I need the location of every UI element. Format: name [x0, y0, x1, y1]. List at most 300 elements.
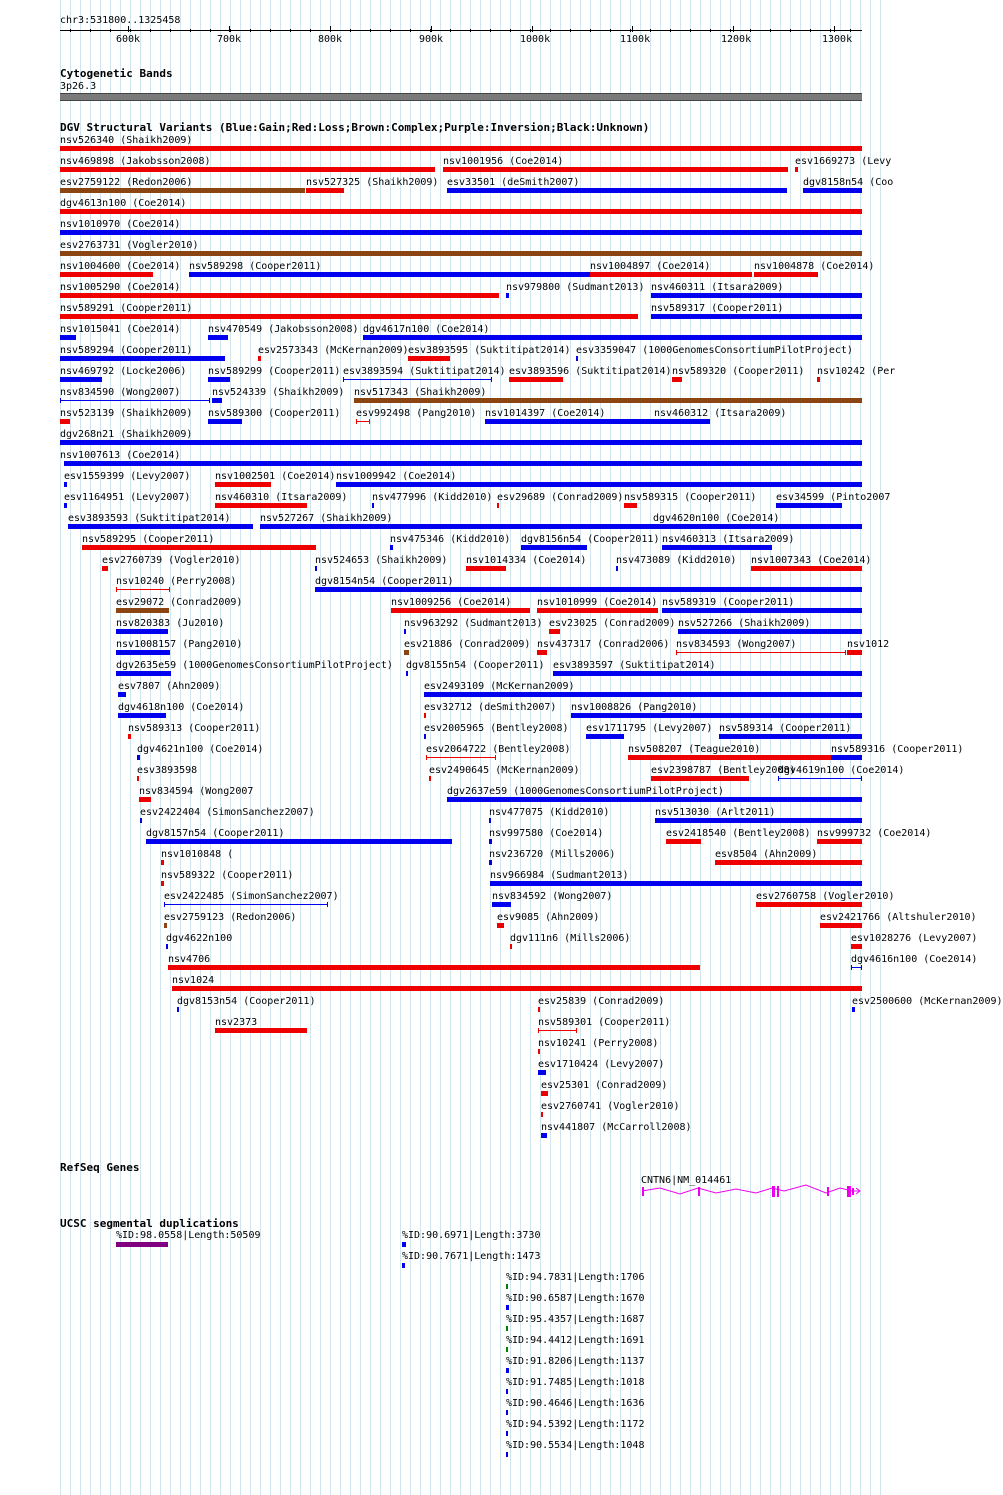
variant-feature[interactable]: [537, 650, 547, 655]
variant-feature[interactable]: [336, 482, 862, 487]
variant-label: esv2005965 (Bentley2008): [424, 723, 569, 734]
segdup-label: %ID:90.4646|Length:1636: [506, 1398, 645, 1409]
segdup-label: %ID:94.7831|Length:1706: [506, 1272, 645, 1283]
variant-feature[interactable]: [616, 566, 618, 571]
ruler-minor-tick: [310, 29, 311, 32]
variant-label: esv2500600 (McKernan2009): [852, 996, 1003, 1007]
variant-feature[interactable]: [497, 923, 504, 928]
variant-feature-cap: [356, 419, 357, 424]
variant-label: nsv513030 (Arlt2011): [655, 807, 776, 818]
gene-cntn6-model[interactable]: [0, 1180, 890, 1204]
variant-label: dgv8157n54 (Cooper2011): [146, 828, 285, 839]
variant-feature-cap: [60, 398, 61, 403]
variant-label: dgv4617n100 (Coe2014): [363, 324, 490, 335]
segdup-label: %ID:90.7671|Length:1473: [402, 1251, 541, 1262]
variant-feature[interactable]: [212, 398, 222, 403]
variant-feature[interactable]: [372, 503, 374, 508]
variant-feature[interactable]: [795, 167, 798, 172]
variant-label: nsv508207 (Teague2010): [628, 744, 761, 755]
variant-feature-cap: [369, 419, 370, 424]
variant-feature[interactable]: [831, 755, 862, 760]
variant-feature[interactable]: [847, 650, 862, 655]
variant-feature[interactable]: [672, 377, 682, 382]
variant-label: nsv1015041 (Coe2014): [60, 324, 181, 335]
variant-feature[interactable]: [60, 188, 305, 193]
grid-line: [270, 0, 271, 1495]
variant-feature[interactable]: [60, 335, 76, 340]
grid-line: [300, 0, 301, 1495]
variant-feature[interactable]: [189, 272, 590, 277]
segdup-label: %ID:90.6587|Length:1670: [506, 1293, 645, 1304]
variant-label: esv1711795 (Levy2007): [586, 723, 713, 734]
ruler-tick-label: 800k: [318, 34, 343, 45]
variant-label: nsv236720 (Mills2006): [489, 849, 616, 860]
variant-feature[interactable]: [466, 566, 506, 571]
variant-feature[interactable]: [215, 503, 307, 508]
variant-feature[interactable]: [426, 757, 496, 758]
ruler-minor-tick: [390, 29, 391, 32]
variant-feature[interactable]: [60, 146, 862, 151]
variant-feature[interactable]: [215, 1028, 307, 1033]
variant-label: dgv2635e59 (1000GenomesConsortiumPilotProject): [116, 660, 393, 671]
variant-feature[interactable]: [538, 1049, 540, 1054]
variant-label: dgv2637e59 (1000GenomesConsortiumPilotProject): [447, 786, 724, 797]
variant-feature[interactable]: [666, 839, 701, 844]
variant-feature[interactable]: [172, 986, 862, 991]
variant-feature[interactable]: [538, 1030, 577, 1031]
variant-feature[interactable]: [102, 566, 108, 571]
variant-label: esv2759122 (Redon2006): [60, 177, 193, 188]
variant-feature[interactable]: [60, 167, 435, 172]
variant-label: esv2763731 (Vogler2010): [60, 240, 199, 251]
grid-line: [400, 0, 401, 1495]
variant-feature[interactable]: [537, 608, 658, 613]
grid-line: [310, 0, 311, 1495]
variant-feature[interactable]: [161, 860, 164, 865]
variant-feature-cap: [861, 776, 862, 781]
variant-label: dgv4613n100 (Coe2014): [60, 198, 187, 209]
ruler-minor-tick: [290, 29, 291, 32]
grid-line: [380, 0, 381, 1495]
variant-label: esv2422485 (SimonSanchez2007): [164, 891, 339, 902]
variant-label: esv1164951 (Levy2007): [64, 492, 191, 503]
ruler-tick-label: 900k: [419, 34, 444, 45]
variant-feature-cap: [491, 377, 492, 382]
variant-label: nsv589316 (Cooper2011): [831, 744, 964, 755]
variant-feature-cap: [343, 377, 344, 382]
variant-label: nsv1001956 (Coe2014): [443, 156, 564, 167]
ruler-minor-tick: [70, 29, 71, 32]
variant-feature[interactable]: [137, 755, 140, 760]
variant-feature[interactable]: [662, 545, 772, 550]
variant-feature[interactable]: [315, 587, 862, 592]
variant-label: nsv523139 (Shaikh2009): [60, 408, 193, 419]
variant-label: nsv834594 (Wong2007: [139, 786, 254, 797]
ruler-minor-tick: [230, 29, 231, 32]
variant-feature[interactable]: [538, 1007, 540, 1012]
variant-feature[interactable]: [60, 230, 862, 235]
variant-feature-cap: [327, 902, 328, 907]
variant-label: nsv477075 (Kidd2010): [489, 807, 610, 818]
variant-label: esv2760741 (Vogler2010): [541, 1101, 680, 1112]
variant-feature[interactable]: [803, 188, 862, 193]
variant-label: esv3893595 (Suktitipat2014): [408, 345, 571, 356]
variant-label: nsv524339 (Shaikh2009): [212, 387, 345, 398]
variant-feature[interactable]: [754, 272, 818, 277]
variant-label: nsv10240 (Perry2008): [116, 576, 237, 587]
variant-feature[interactable]: [390, 545, 393, 550]
variant-feature[interactable]: [489, 860, 492, 865]
ruler-tick-label: 700k: [217, 34, 242, 45]
ruler-minor-tick: [210, 29, 211, 32]
variant-label: nsv441807 (McCarroll2008): [541, 1122, 692, 1133]
variant-feature[interactable]: [541, 1133, 547, 1138]
variant-label: nsv997580 (Coe2014): [489, 828, 604, 839]
variant-feature[interactable]: [678, 629, 862, 634]
grid-line: [410, 0, 411, 1495]
variant-feature[interactable]: [653, 524, 862, 529]
variant-feature[interactable]: [406, 671, 408, 676]
ruler-minor-tick: [610, 29, 611, 32]
variant-feature[interactable]: [776, 503, 842, 508]
variant-feature-cap: [851, 965, 852, 970]
variant-feature[interactable]: [817, 839, 862, 844]
ruler-tick: [532, 26, 533, 32]
variant-label: nsv1009256 (Coe2014): [391, 597, 512, 608]
variant-feature[interactable]: [509, 377, 563, 382]
variant-feature-cap: [538, 1028, 539, 1033]
variant-feature[interactable]: [490, 881, 862, 886]
variant-feature[interactable]: [82, 545, 316, 550]
variant-feature[interactable]: [116, 650, 170, 655]
ruler-minor-tick: [430, 29, 431, 32]
variant-label: dgv8156n54 (Cooper2011): [521, 534, 660, 545]
ruler-minor-tick: [170, 29, 171, 32]
segdup-label: %ID:91.8206|Length:1137: [506, 1356, 645, 1367]
variant-feature[interactable]: [404, 629, 406, 634]
grid-line: [590, 0, 591, 1495]
variant-label: esv7807 (Ahn2009): [118, 681, 221, 692]
variant-feature[interactable]: [489, 839, 492, 844]
variant-feature[interactable]: [447, 188, 787, 193]
ruler-tick: [632, 26, 633, 32]
variant-feature[interactable]: [715, 860, 862, 865]
ruler-minor-tick: [790, 29, 791, 32]
variant-feature[interactable]: [258, 356, 261, 361]
refseq-track-title: RefSeq Genes: [60, 1161, 140, 1174]
variant-feature[interactable]: [655, 818, 862, 823]
variant-label: esv21886 (Conrad2009): [404, 639, 531, 650]
variant-feature[interactable]: [354, 398, 862, 403]
segdup-feature[interactable]: [506, 1305, 509, 1310]
variant-label: nsv820383 (Ju2010): [116, 618, 225, 629]
variant-feature[interactable]: [166, 944, 168, 949]
variant-feature[interactable]: [208, 377, 230, 382]
variant-feature-cap: [116, 587, 117, 592]
variant-feature[interactable]: [60, 400, 210, 401]
variant-label: nsv460312 (Itsara2009): [654, 408, 787, 419]
variant-label: nsv460310 (Itsara2009): [215, 492, 348, 503]
variant-feature[interactable]: [315, 566, 317, 571]
variant-feature[interactable]: [571, 713, 862, 718]
variant-label: nsv1004897 (Coe2014): [590, 261, 711, 272]
variant-label: esv2421766 (Altshuler2010): [820, 912, 977, 923]
variant-feature[interactable]: [161, 881, 164, 886]
variant-feature[interactable]: [137, 776, 139, 781]
variant-label: esv3893596 (Suktitipat2014): [509, 366, 672, 377]
variant-label: nsv460311 (Itsara2009): [651, 282, 784, 293]
segdup-feature[interactable]: [506, 1389, 508, 1394]
grid-line: [360, 0, 361, 1495]
variant-feature[interactable]: [851, 944, 862, 949]
variant-feature[interactable]: [404, 650, 409, 655]
variant-label: nsv460313 (Itsara2009): [662, 534, 795, 545]
variant-feature[interactable]: [215, 482, 271, 487]
grid-line: [390, 0, 391, 1495]
variant-feature-cap: [576, 1028, 577, 1033]
variant-feature[interactable]: [628, 755, 862, 760]
grid-line: [620, 0, 621, 1495]
variant-feature[interactable]: [60, 251, 862, 256]
variant-feature[interactable]: [118, 692, 126, 697]
variant-feature[interactable]: [60, 419, 70, 424]
variant-feature[interactable]: [485, 419, 655, 424]
variant-label: nsv589317 (Cooper2011): [651, 303, 784, 314]
variant-feature[interactable]: [553, 671, 862, 676]
ruler-tick: [431, 26, 432, 32]
variant-feature[interactable]: [443, 167, 788, 172]
segdup-feature[interactable]: [506, 1431, 508, 1436]
variant-label: esv33501 (deSmith2007): [447, 177, 580, 188]
variant-label: nsv589291 (Cooper2011): [60, 303, 193, 314]
variant-label: dgv4622n100: [166, 933, 233, 944]
variant-feature[interactable]: [118, 713, 166, 718]
segdup-feature[interactable]: [506, 1326, 508, 1331]
variant-feature[interactable]: [424, 692, 862, 697]
segdup-feature[interactable]: [116, 1242, 168, 1247]
variant-feature[interactable]: [541, 1091, 548, 1096]
variant-feature-cap: [209, 398, 210, 403]
variant-feature[interactable]: [756, 902, 862, 907]
variant-feature[interactable]: [116, 671, 171, 676]
variant-feature-cap: [426, 755, 427, 760]
variant-label: nsv589314 (Cooper2011): [719, 723, 852, 734]
variant-feature[interactable]: [429, 776, 431, 781]
variant-label: esv29072 (Conrad2009): [116, 597, 243, 608]
variant-feature[interactable]: [64, 461, 862, 466]
variant-label: nsv1009942 (Coe2014): [336, 471, 457, 482]
variant-feature[interactable]: [177, 1007, 179, 1012]
variant-feature[interactable]: [64, 482, 67, 487]
variant-feature[interactable]: [116, 629, 168, 634]
variant-feature[interactable]: [356, 421, 370, 422]
gene-label: CNTN6|NM_014461: [641, 1175, 732, 1186]
ruler-minor-tick: [770, 29, 771, 32]
variant-feature[interactable]: [208, 419, 242, 424]
variant-feature[interactable]: [541, 1112, 543, 1117]
variant-feature[interactable]: [343, 379, 492, 380]
segdup-feature[interactable]: [506, 1368, 509, 1373]
segdup-feature[interactable]: [402, 1242, 406, 1247]
ruler-minor-tick: [830, 29, 831, 32]
ruler-tick-label: 600k: [116, 34, 141, 45]
ruler-minor-tick: [90, 29, 91, 32]
variant-label: esv25301 (Conrad2009): [541, 1080, 668, 1091]
ruler-minor-tick: [570, 29, 571, 32]
grid-line: [810, 0, 811, 1495]
variant-label: nsv589313 (Cooper2011): [128, 723, 261, 734]
variant-label: nsv1002501 (Coe2014): [215, 471, 336, 482]
variant-label: nsv517343 (Shaikh2009): [354, 387, 487, 398]
ruler-minor-tick: [530, 29, 531, 32]
variant-feature[interactable]: [140, 818, 142, 823]
variant-feature[interactable]: [128, 734, 131, 739]
variant-label: esv1669273 (Levy: [795, 156, 892, 167]
variant-label: esv1028276 (Levy2007): [851, 933, 978, 944]
ruler-tick-label: 1000k: [520, 34, 551, 45]
segdup-feature[interactable]: [506, 1410, 508, 1415]
ruler-tick-label: 1200k: [721, 34, 752, 45]
variant-label: dgv4620n100 (Coe2014): [653, 513, 780, 524]
variant-label: nsv2373: [215, 1017, 258, 1028]
variant-label: nsv527325 (Shaikh2009): [306, 177, 439, 188]
ruler-minor-tick: [550, 29, 551, 32]
variant-label: nsv527267 (Shaikh2009): [260, 513, 393, 524]
variant-label: esv1559399 (Levy2007): [64, 471, 191, 482]
variant-label: nsv1010999 (Coe2014): [537, 597, 658, 608]
ruler-tick-label: 1300k: [822, 34, 853, 45]
variant-feature[interactable]: [424, 713, 426, 718]
variant-feature[interactable]: [116, 608, 169, 613]
variant-feature[interactable]: [116, 589, 170, 590]
segdup-feature[interactable]: [402, 1263, 405, 1268]
variant-feature[interactable]: [492, 902, 511, 907]
variant-label: dgv4621n100 (Coe2014): [137, 744, 264, 755]
variant-label: esv29689 (Conrad2009): [497, 492, 624, 503]
variant-feature[interactable]: [751, 566, 862, 571]
variant-label: dgv268n21 (Shaikh2009): [60, 429, 193, 440]
variant-feature[interactable]: [60, 293, 499, 298]
variant-feature[interactable]: [164, 923, 167, 928]
variant-feature[interactable]: [168, 965, 700, 970]
variant-feature[interactable]: [549, 629, 560, 634]
variant-label: esv8504 (Ahn2009): [715, 849, 818, 860]
variant-feature[interactable]: [60, 209, 862, 214]
variant-label: dgv8158n54 (Coo: [803, 177, 894, 188]
ruler-minor-tick: [350, 29, 351, 32]
variant-feature[interactable]: [497, 503, 499, 508]
variant-feature[interactable]: [506, 293, 509, 298]
ruler-minor-tick: [650, 29, 651, 32]
grid-line: [580, 0, 581, 1495]
ruler-minor-tick: [490, 29, 491, 32]
variant-feature[interactable]: [447, 797, 862, 802]
grid-line: [800, 0, 801, 1495]
variant-feature[interactable]: [146, 839, 452, 844]
cytoband-bar[interactable]: [60, 93, 862, 101]
variant-feature[interactable]: [424, 734, 426, 739]
segdup-track-title: UCSC segmental duplications: [60, 1217, 239, 1230]
ruler-minor-tick: [130, 29, 131, 32]
grid-line: [350, 0, 351, 1495]
ruler-range-label: chr3:531800..1325458: [60, 15, 181, 26]
variant-feature[interactable]: [521, 545, 587, 550]
variant-feature[interactable]: [306, 188, 344, 193]
variant-feature[interactable]: [654, 419, 710, 424]
variant-label: nsv966984 (Sudmant2013): [490, 870, 629, 881]
ruler-minor-tick: [710, 29, 711, 32]
variant-feature[interactable]: [651, 293, 862, 298]
ruler-minor-tick: [110, 29, 111, 32]
variant-label: esv2760739 (Vogler2010): [102, 555, 241, 566]
variant-feature[interactable]: [538, 1070, 546, 1075]
variant-label: esv2064722 (Bentley2008): [426, 744, 571, 755]
variant-feature[interactable]: [510, 944, 512, 949]
ruler-minor-tick: [410, 29, 411, 32]
segdup-feature[interactable]: [506, 1452, 508, 1457]
variant-feature-cap: [164, 902, 165, 907]
variant-feature[interactable]: [408, 356, 450, 361]
variant-label: esv992498 (Pang2010): [356, 408, 477, 419]
segdup-label: %ID:94.4412|Length:1691: [506, 1335, 645, 1346]
variant-feature[interactable]: [852, 1007, 855, 1012]
ruler-minor-tick: [150, 29, 151, 32]
variant-feature[interactable]: [391, 608, 530, 613]
grid-line: [330, 0, 331, 1495]
segdup-feature[interactable]: [506, 1284, 508, 1289]
variant-label: nsv589319 (Cooper2011): [662, 597, 795, 608]
dgv-track-title: DGV Structural Variants (Blue:Gain;Red:Loss;Brown:Complex;Purple:Inversion;Black:Unknown): [60, 121, 650, 134]
variant-feature[interactable]: [139, 797, 151, 802]
variant-label: nsv979800 (Sudmant2013): [506, 282, 645, 293]
grid-line: [770, 0, 771, 1495]
variant-feature[interactable]: [676, 652, 846, 653]
variant-feature[interactable]: [489, 818, 491, 823]
variant-label: nsv473089 (Kidd2010): [616, 555, 737, 566]
variant-label: nsv477996 (Kidd2010): [372, 492, 493, 503]
variant-feature[interactable]: [60, 314, 638, 319]
variant-label: nsv1005290 (Coe2014): [60, 282, 181, 293]
variant-feature[interactable]: [60, 377, 102, 382]
variant-feature[interactable]: [363, 335, 862, 340]
variant-feature[interactable]: [60, 272, 153, 277]
variant-feature[interactable]: [817, 377, 820, 382]
segdup-feature[interactable]: [506, 1347, 508, 1352]
segdup-label: %ID:90.6971|Length:3730: [402, 1230, 541, 1241]
variant-feature[interactable]: [719, 734, 862, 739]
variant-feature[interactable]: [590, 272, 752, 277]
variant-feature[interactable]: [778, 778, 862, 779]
variant-feature[interactable]: [60, 440, 862, 445]
variant-feature[interactable]: [662, 608, 862, 613]
variant-label: nsv470549 (Jakobsson2008): [208, 324, 359, 335]
variant-feature[interactable]: [164, 904, 328, 905]
variant-label: esv3893598: [137, 765, 198, 776]
variant-label: esv2418540 (Bentley2008): [666, 828, 811, 839]
variant-label: nsv4706: [168, 954, 211, 965]
variant-feature[interactable]: [208, 335, 228, 340]
variant-feature[interactable]: [651, 314, 862, 319]
variant-feature[interactable]: [651, 776, 749, 781]
variant-feature[interactable]: [64, 503, 67, 508]
variant-feature[interactable]: [60, 356, 225, 361]
variant-feature[interactable]: [68, 524, 253, 529]
variant-feature[interactable]: [576, 356, 578, 361]
variant-feature-cap: [676, 650, 677, 655]
variant-feature[interactable]: [624, 503, 637, 508]
variant-feature[interactable]: [820, 923, 862, 928]
variant-feature[interactable]: [586, 734, 624, 739]
